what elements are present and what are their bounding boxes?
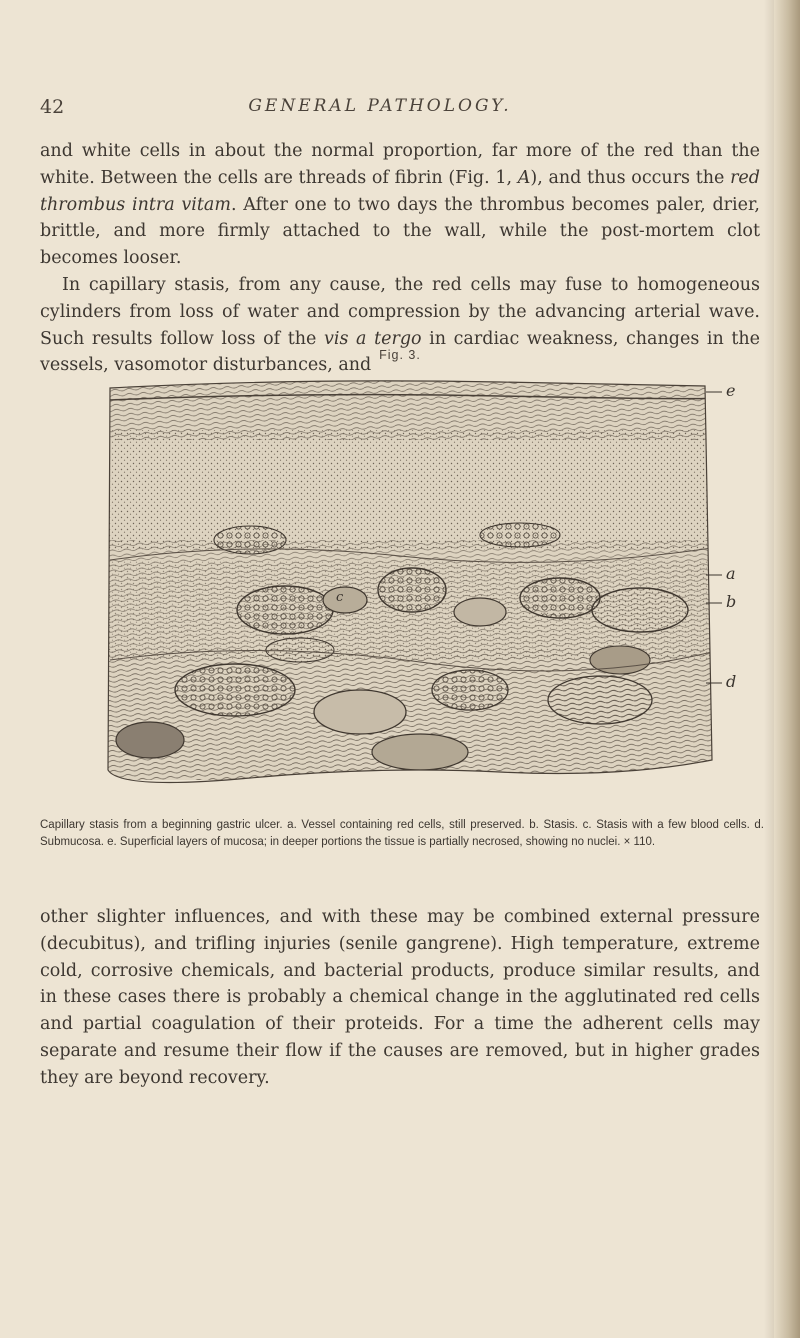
page-number: 42 [40,96,65,118]
figure-letter-d: d [726,672,737,691]
figure-letter-b: b [726,592,737,611]
paragraph-bottom: other slighter influences, and with these may be combined external pressure (decubitus), and trifling injuries (senile gangrene). High temperature, extreme cold, corrosive chemicals, and bacterial products, produce similar results, and in these cases there is probably a chemical change in the agglutinated red cells and partial coagulation of their proteids. For a time the adherent cells may separate and resume their flow if the causes are removed, but in higher grades they are beyond recovery. [40,907,760,1088]
tissue-section [100,380,720,780]
vis-a-tergo-term: vis a tergo [323,328,422,349]
figure-label: Fig. 3. [379,348,421,362]
paragraph-top-text-3: . After one to two days the thrombus becomes paler, drier, brittle, and more firmly attached to the wall, while the post-mortem clot becomes looser. [40,194,760,269]
paragraph-top-text-5: in cardiac weakness, changes in the vessels, vasomotor disturbances, and [40,328,761,376]
figure-letter-c: c [336,590,344,605]
figure-letter-a: a [726,564,736,583]
page-header-title: GENERAL PATHOLOGY. [248,96,512,116]
figure-caption: Capillary stasis from a beginning gastric ulcer. a. Vessel containing red cells, still preserved. b. Stasis. c. Stasis with a few blood cells. d. Submucosa. e. Superficial layers of mucosa; in deeper portions the tissue is partially necrosed, showing no nuclei. × 110. [40,819,764,848]
red-thrombus-term: red thrombus intra vitam [40,167,760,215]
paragraph-top-text-4: In capillary stasis, from any cause, the red cells may fuse to homogeneous cylinders from loss of water and compression by the advancing arterial wave. Such results follow loss of the [40,274,760,349]
figure-letter-e: e [726,381,736,400]
figure-ref-letter: A [517,167,531,188]
paragraph-top-text-1: and white cells in about the normal proportion, far more of the red than the white. Between the cells are threads of fibrin (Fig. 1, [40,141,760,188]
paragraph-top-text-2: ), and thus occurs the [530,167,731,188]
